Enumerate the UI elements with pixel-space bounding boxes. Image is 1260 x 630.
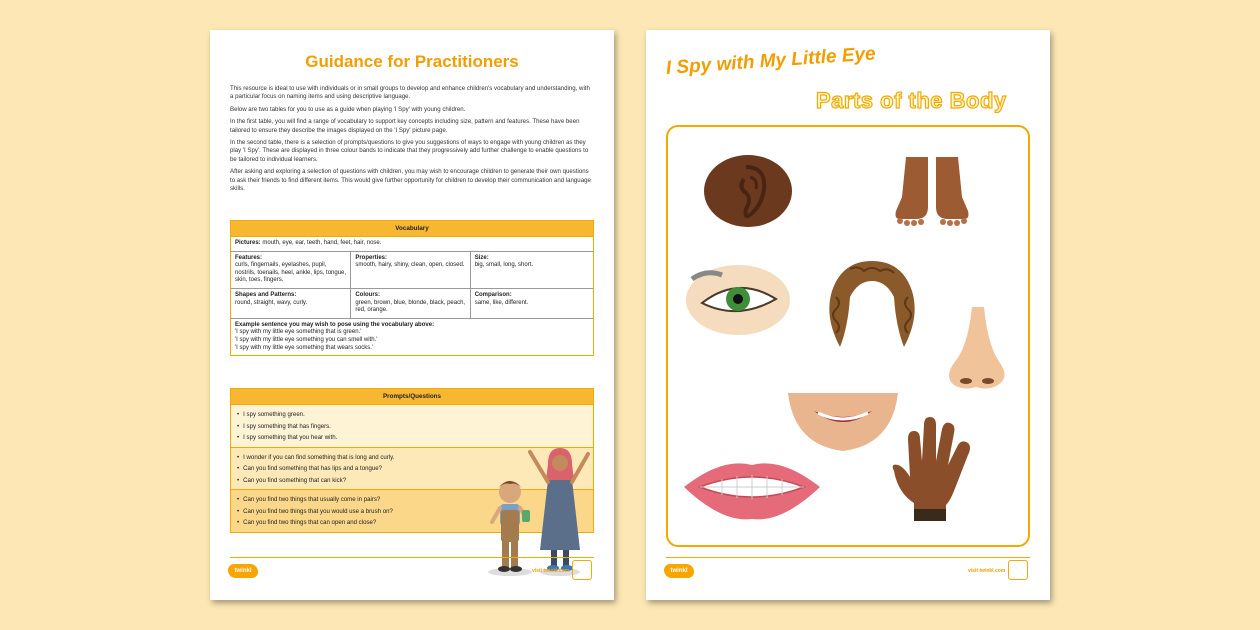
list-item: • I wonder if you can find something that is long and curly. — [237, 452, 587, 464]
list-item: • I spy something that you hear with. — [237, 432, 587, 444]
list-item: • Can you find two things that can open and close? — [237, 517, 587, 529]
intro-paragraph: Below are two tables for you to use as a guide when playing 'I Spy' with young children. — [230, 105, 466, 113]
size-label: Size: — [474, 254, 489, 261]
ispy-title: I Spy with My Little Eye — [665, 43, 877, 79]
colours-label: Colours: — [355, 291, 381, 298]
shapes-value: round, straight, wavy, curly. — [235, 299, 308, 306]
guidance-title: Guidance for Practitioners — [305, 52, 519, 71]
nose-icon — [944, 307, 1010, 391]
twinkl-logo: twinkl — [228, 564, 258, 578]
table-row — [231, 319, 593, 355]
list-item: • Can you find two things that usually come in pairs? — [237, 494, 587, 506]
pictures-label: Pictures: — [235, 240, 261, 246]
pictures-value: mouth, eye, ear, teeth, hand, feet, hair, nose. — [262, 240, 382, 246]
guidance-page — [210, 30, 614, 600]
colours-value: green, brown, blue, blonde, black, peach, red, orange. — [355, 299, 466, 314]
teeth-icon — [682, 457, 822, 523]
intro-paragraph: In the first table, you will find a range of vocabulary to support key concepts including size, pattern and features. These have been tailored to ensure they describe the images displayed on the 'I Spy' picture page. — [230, 118, 580, 134]
hair-icon — [820, 257, 924, 353]
children-illustration — [460, 422, 600, 582]
intro-text — [230, 85, 594, 197]
properties-label: Properties: — [355, 254, 388, 261]
properties-value: smooth, hairy, shiny, clean, open, closed. — [355, 262, 465, 269]
twinkl-logo: twinkl — [664, 564, 694, 578]
intro-paragraph: In the second table, there is a selection of prompts/questions to give you suggestions of ways to engage with young children as they play 'I Spy'. These are displayed in three colour bands to indicate that they progressively add further challenge to enable questions to be tailored to individual learners. — [230, 139, 589, 163]
footer-divider — [666, 557, 1030, 558]
eye-icon — [686, 265, 790, 335]
comparison-label: Comparison: — [474, 291, 512, 298]
example-sentence: 'I spy with my little eye something that wears socks.' — [235, 344, 374, 351]
picture-frame — [666, 125, 1030, 547]
footer-site: visit twinkl.com — [968, 568, 1006, 574]
ear-icon — [702, 153, 794, 229]
example-sentence: 'I spy with my little eye something you can smell with.' — [235, 336, 378, 343]
table-row — [231, 252, 593, 289]
hand-icon — [890, 415, 974, 521]
intro-paragraph: After asking and exploring a selection of questions with children, you may wish to encourage children to generate their own questions to ask their friends to find different items. This would give further opportunity for children to develop their communication and language skills. — [230, 168, 591, 193]
ispy-subtitle: Parts of the Body — [816, 88, 1007, 113]
badge-icon — [1008, 560, 1028, 580]
mouth-icon — [788, 393, 898, 453]
list-item: • Can you find two things that you would use a brush on? — [237, 506, 587, 518]
badge-icon — [572, 560, 592, 580]
size-value: big, small, long, short. — [474, 262, 534, 269]
prompts-heading: Prompts/Questions — [231, 389, 593, 404]
footer-divider — [230, 557, 594, 558]
footer-site: visit twinkl.com — [532, 568, 570, 574]
vocabulary-heading: Vocabulary — [231, 221, 593, 237]
feet-icon — [892, 157, 972, 229]
list-item: • Can you find something that can kick? — [237, 475, 587, 487]
features-label: Features: — [235, 254, 263, 261]
table-row — [231, 289, 593, 319]
intro-paragraph: This resource is ideal to use with individuals or in small groups to develop and enhance children's vocabulary and understanding, with a particular focus on naming items and using descriptive language. — [230, 85, 590, 101]
comparison-value: same, like, different. — [474, 299, 529, 306]
list-item: • Can you find something that has lips and a tongue? — [237, 463, 587, 475]
table-row — [231, 237, 593, 252]
list-item: • I spy something green. — [237, 409, 587, 421]
example-label: Example sentence you may wish to pose using the vocabulary above: — [235, 321, 435, 328]
example-sentence: 'I spy with my little eye something that is green.' — [235, 329, 362, 336]
features-value: curls, fingernails, eyelashes, pupil, nostrils, toenails, heel, ankle, lips, tongue, skin, toes, fingers. — [235, 262, 347, 284]
picture-page — [646, 30, 1050, 600]
list-item: • I spy something that has fingers. — [237, 421, 587, 433]
shapes-label: Shapes and Patterns: — [235, 291, 297, 298]
vocabulary-table — [230, 220, 594, 356]
